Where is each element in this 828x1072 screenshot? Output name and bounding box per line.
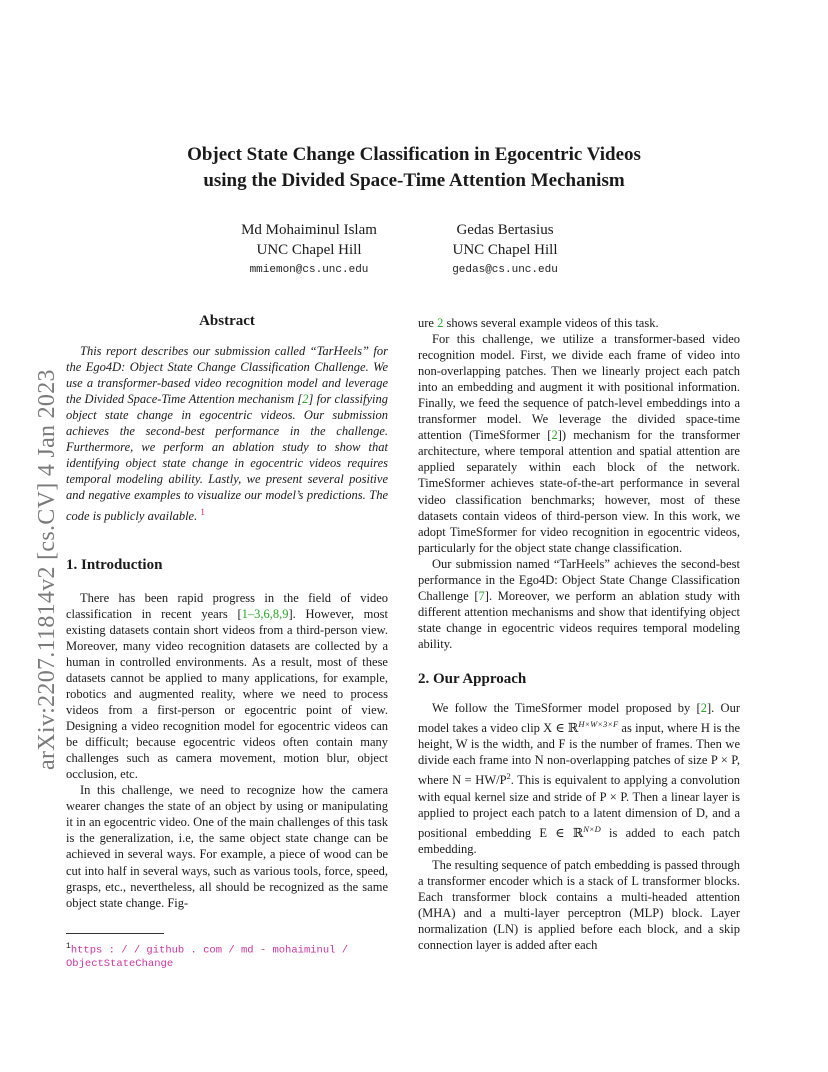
paragraph-submission	[418, 556, 740, 652]
arxiv-stamp: arXiv:2207.11814v2 [cs.CV] 4 Jan 2023	[34, 369, 60, 770]
math-superscript: 2	[506, 771, 511, 782]
author-email: gedas@cs.unc.edu	[452, 264, 558, 276]
citation-link[interactable]: 2	[700, 700, 707, 715]
author-2	[420, 220, 590, 276]
intro-paragraph-1	[66, 590, 388, 783]
paragraph-text-c: as input, where H is the height, W is the width, and F is the number of frames. Then we divide each frame into N non-overlapping patches of size P × P, where N = HW/P	[418, 721, 740, 788]
abstract-heading: Abstract	[199, 313, 255, 329]
right-column	[418, 315, 740, 953]
section-heading-introduction: 1. Introduction	[66, 556, 163, 573]
left-column	[66, 313, 388, 911]
paragraph-text-cont: ]. Moreover, we perform an ablation study with different attention mechanisms and show that identifying object state change in egocentric videos requires temporal modeling ability.	[418, 588, 740, 651]
paragraph-text: We follow the TimeSformer model proposed by [	[432, 700, 701, 715]
author-affiliation: UNC Chapel Hill	[452, 242, 558, 258]
paragraph-text-cont: ]. However, most existing datasets contain short videos from a third-person view. Moreover, many video recognition datasets are collected by a human in controlled environments. As a result, most of these datasets cannot be applied to many applications, for example, robotics and augmented reality, where we need to process videos from a first-person or egocentric point of view. Designing a video recognition model for egocentric videos can be difficult; because egocentric videos often contain many challenges such as camera movement, motion blur, object occlusion, etc.	[66, 606, 388, 782]
paragraph-text: For this challenge, we utilize a transformer-based video recognition model. First, we divide each frame of video into non-overlapping patches. Then we linearly project each patch into an embedding and augment it with positional information. Finally, we feed the sequence of patch-level embeddings into a transformer model. We leverage the divided space-time attention (TimeSformer [	[418, 332, 740, 443]
paragraph-text-b: ]. Our model takes a video clip X ∈ ℝ	[418, 700, 740, 736]
author-affiliation: UNC Chapel Hill	[256, 242, 362, 258]
author-1	[214, 220, 404, 276]
citation-link[interactable]: 7	[478, 588, 485, 603]
paragraph-text-e: is added to each patch embedding.	[418, 825, 740, 856]
paragraph-text: ure	[418, 316, 438, 330]
author-name: Gedas Bertasius	[456, 222, 554, 238]
footnote-url-line-2[interactable]: ObjectStateChange	[66, 957, 174, 970]
citation-link[interactable]: 1–3,6,8,9	[241, 606, 289, 621]
figure-link[interactable]: 2	[437, 316, 444, 330]
footnote-url-line-1[interactable]: https : / / github . com / md - mohaiminul /	[70, 944, 349, 957]
footnote-rule	[66, 933, 164, 934]
title-line-2: using the Divided Space-Time Attention Mechanism	[203, 170, 625, 191]
citation-link[interactable]: 2	[551, 428, 558, 443]
section-heading-approach: 2. Our Approach	[418, 670, 527, 687]
author-name: Md Mohaiminul Islam	[241, 222, 377, 238]
footnote-link[interactable]: 1	[200, 506, 205, 517]
citation-link[interactable]: 2	[302, 392, 309, 407]
math-superscript: H×W×3×F	[578, 719, 619, 730]
paragraph-transformer-model	[418, 331, 740, 556]
paragraph-approach	[418, 700, 740, 857]
author-email: mmiemon@cs.unc.edu	[249, 264, 369, 276]
abstract-text-cont: ] for classifying object state change in egocentric videos. Our submission achieves the second-best performance in the challenge. Furthermore, we perform an ablation study to show that identifying object state change in egocentric videos requires temporal modeling ability. Lastly, we present several positive and negative examples to visualize our model’s predictions. The code is publicly available.	[66, 392, 388, 523]
footnote	[66, 940, 396, 971]
title-line-1: Object State Change Classification in Egocentric Videos	[187, 144, 641, 165]
math-superscript: N×D	[583, 823, 601, 834]
paragraph-continuation	[418, 315, 740, 331]
paragraph-text-cont: ]) mechanism for the transformer architecture, where temporal attention and spatial attention are applied separately within each block of the network. TimeSformer achieves state-of-the-art performance in several video classification benchmarks; however, most of these datasets contain videos of third-person view. In this work, we adopt TimeSformer for video recognition in egocentric videos, particularly for the object state change classification.	[418, 428, 741, 555]
paragraph-transformer-encoder: The resulting sequence of patch embedding is passed through a transformer encoder which is a stack of L transformer blocks. Each transformer block contains a multi-headed attention (MHA) and a multi-layer perceptron (MLP) block. Layer normalization (LN) is applied before each block, and a skip connection layer is added after each	[418, 857, 740, 953]
abstract-body	[66, 343, 388, 524]
abstract-text: This report describes our submission called “TarHeels” for the Ego4D: Object State Change Classification Challenge. We use a transformer-based video recognition model and leverage the Divided Space-Time Attention mechanism [	[66, 344, 388, 407]
paragraph-text-cont: shows several example videos of this task.	[443, 316, 659, 330]
paper-title	[0, 142, 828, 194]
footnote-mark: 1	[66, 942, 71, 951]
intro-paragraph-2: In this challenge, we need to recognize how the camera wearer changes the state of an object by using or manipulating it in an egocentric video. One of the main challenges of this task is the generalization, i.e, the same object state change can be achieved in several ways. For example, a piece of wood can be cut into half in several ways, such as various tools, force, speed, grasps, etc., nevertheless, all should be recognized as the same object state change. Fig-	[66, 783, 388, 910]
paragraph-text: Our submission named “TarHeels” achieves the second-best performance in the Ego4D: Object State Change Classification Challenge [	[418, 556, 740, 603]
paragraph-text-d: . This is equivalent to applying a convolution with equal kernel size and stride of P × P. Then a linear layer is applied to project each patch to a latent dimension of D, and a positional embedding E ∈ ℝ	[418, 773, 740, 840]
paragraph-text: There has been rapid progress in the field of video classification in recent years [	[66, 590, 388, 621]
